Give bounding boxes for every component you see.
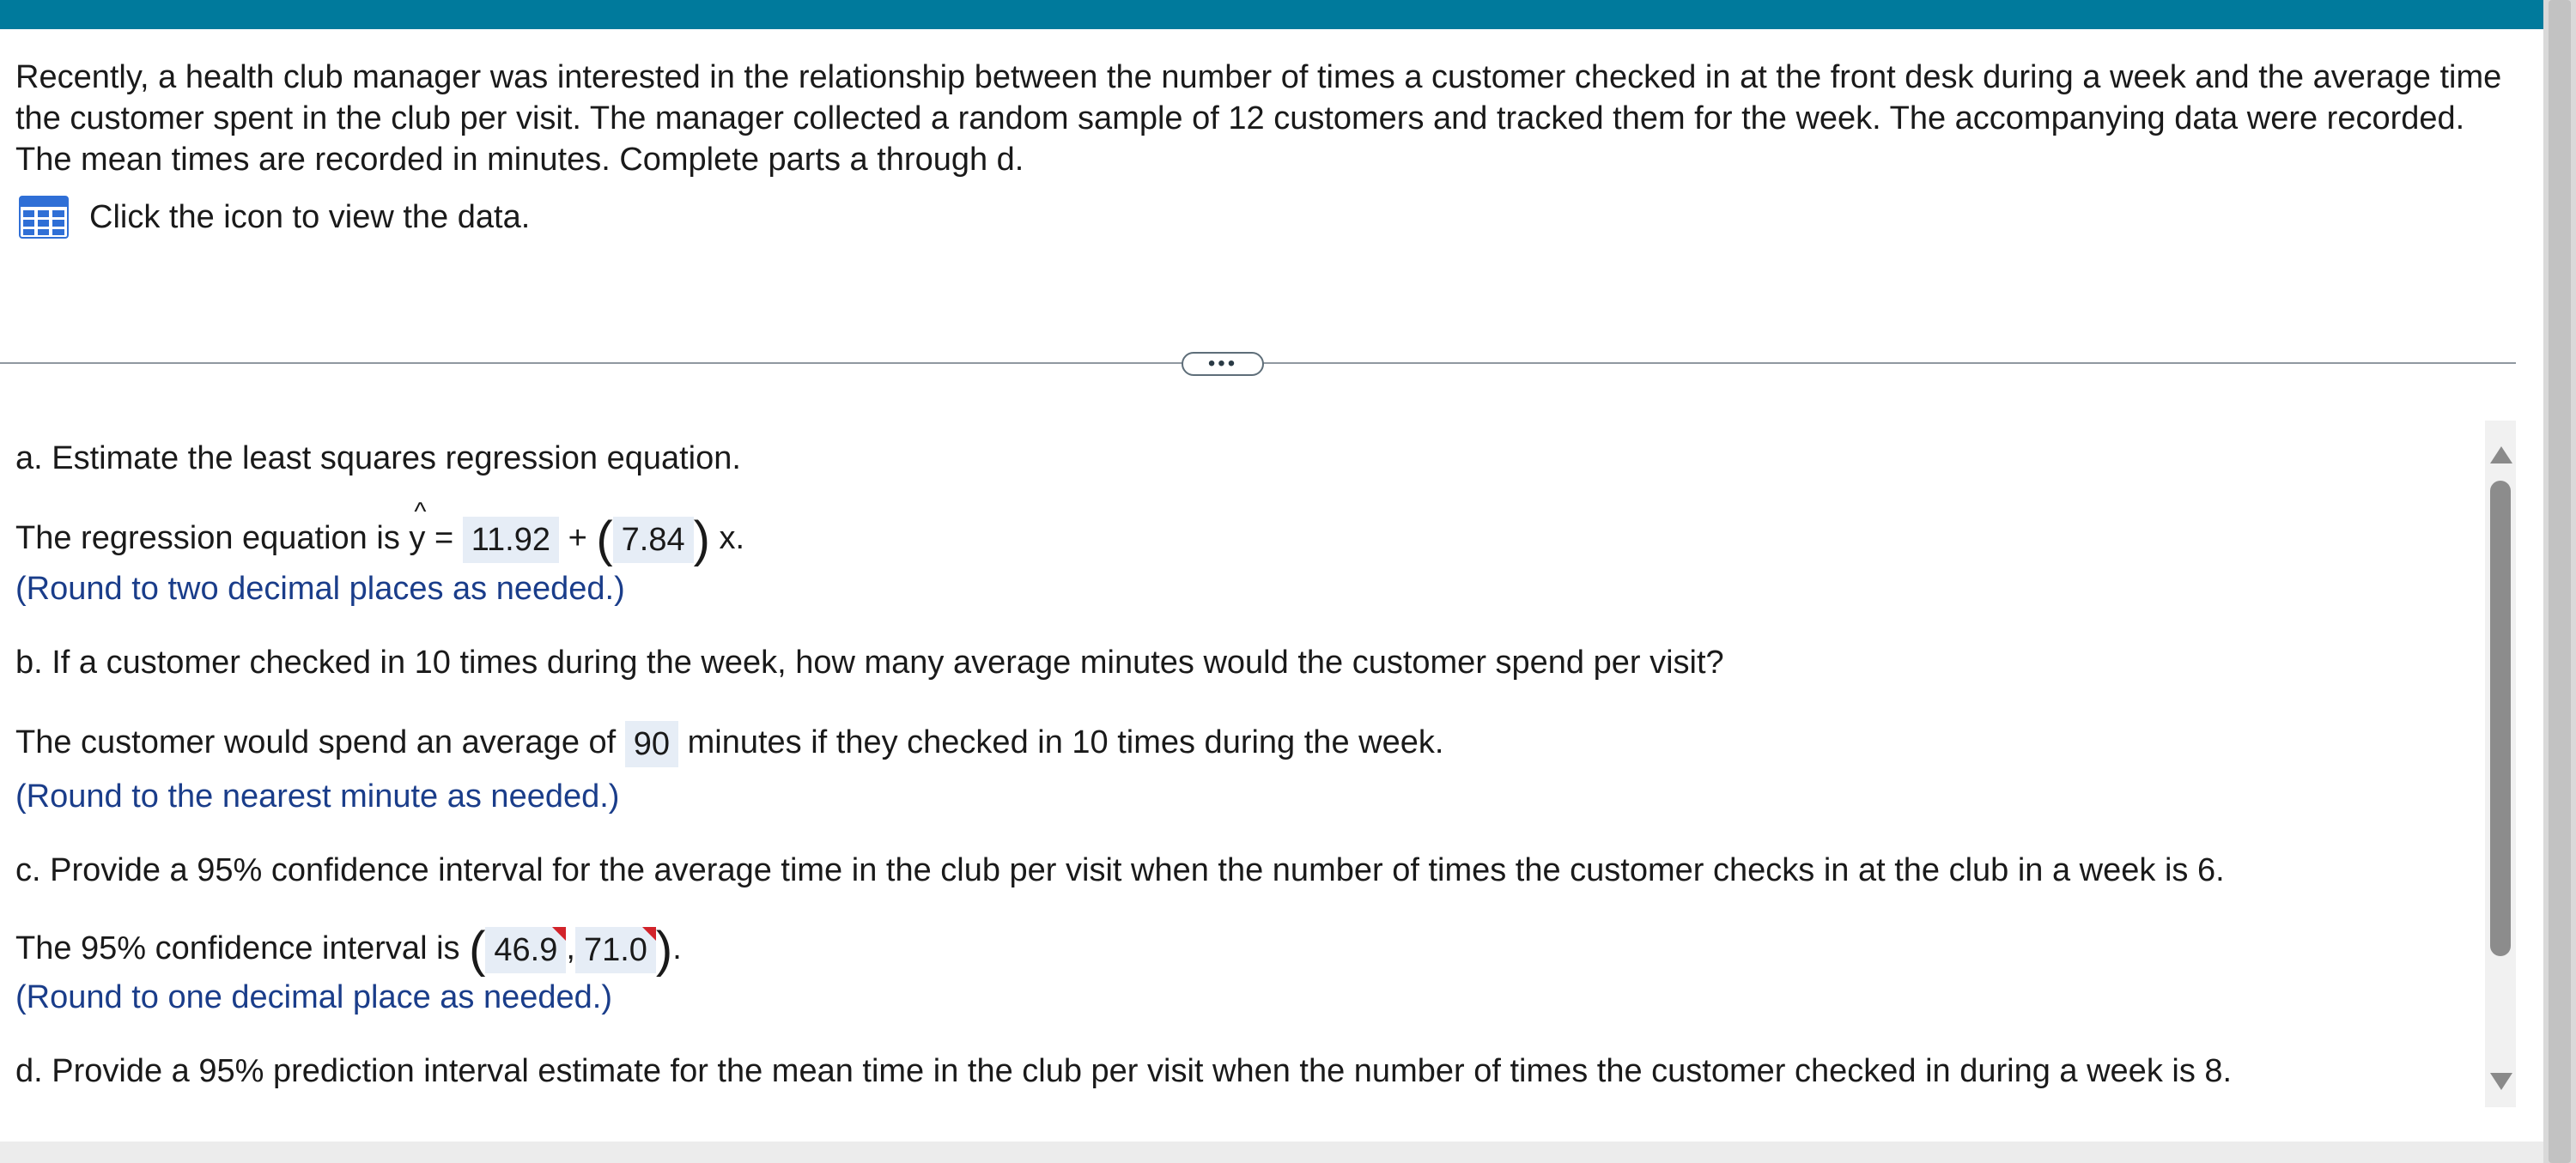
part-d-question: d. Provide a 95% prediction interval estimate for the mean time in the club per visit when the number of times the customer checked in during a week is 8. bbox=[15, 1053, 2233, 1089]
part-b-hint: (Round to the nearest minute as needed.) bbox=[15, 778, 620, 815]
comma: , bbox=[566, 930, 575, 967]
close-paren: ) bbox=[655, 922, 673, 978]
slope-answer-box[interactable]: 7.84 bbox=[613, 517, 694, 563]
part-c-answer-line bbox=[15, 922, 682, 978]
part-a-prefix: The regression equation is bbox=[15, 520, 400, 557]
content-scrollbar-thumb[interactable] bbox=[2490, 481, 2511, 956]
part-a-answer-line bbox=[15, 512, 745, 567]
expand-more-button[interactable]: ••• bbox=[1182, 352, 1264, 376]
top-banner bbox=[0, 0, 2543, 29]
part-a-question: a. Estimate the least squares regression equation. bbox=[15, 440, 741, 476]
period: . bbox=[672, 930, 682, 967]
bottom-strip bbox=[0, 1142, 2543, 1163]
x-variable: x. bbox=[719, 520, 745, 557]
ci-upper-answer-box[interactable]: 71.0 bbox=[575, 927, 656, 973]
part-c-hint: (Round to one decimal place as needed.) bbox=[15, 979, 613, 1015]
part-c-prefix: The 95% confidence interval is bbox=[15, 930, 460, 967]
intercept-answer-box[interactable]: 11.92 bbox=[463, 517, 559, 563]
content-scrollbar[interactable] bbox=[2485, 421, 2516, 1107]
page-scrollbar-thumb[interactable] bbox=[2549, 0, 2571, 1163]
scroll-up-arrow-icon[interactable] bbox=[2490, 446, 2512, 463]
problem-intro: Recently, a health club manager was interested in the relationship between the number of times a customer checked in at the front desk during a week and the average time the customer spent in the club per visit. The manager collected a random sample of 12 customers and tracked them for the week. The accompanying data were recorded. The mean times are recorded in minutes. Complete parts a through d. bbox=[15, 59, 2502, 178]
y-hat-symbol: ^ y bbox=[409, 518, 425, 559]
ci-lower-answer-box[interactable]: 46.9 bbox=[485, 927, 566, 973]
part-b-answer-line bbox=[15, 721, 1443, 767]
view-data-label: Click the icon to view the data. bbox=[89, 198, 531, 235]
part-b-suffix: minutes if they checked in 10 times during the week. bbox=[687, 724, 1444, 761]
question-content bbox=[0, 412, 2490, 1133]
page-scrollbar[interactable] bbox=[2543, 0, 2576, 1163]
view-data-link[interactable] bbox=[19, 196, 530, 239]
part-b-prefix: The customer would spend an average of bbox=[15, 724, 617, 761]
close-paren: ) bbox=[693, 512, 710, 567]
equals-sign: = bbox=[434, 520, 454, 557]
table-grid-icon[interactable] bbox=[19, 196, 69, 239]
plus-sign: + bbox=[568, 520, 587, 557]
open-paren: ( bbox=[469, 922, 486, 978]
part-a-hint: (Round to two decimal places as needed.) bbox=[15, 571, 625, 607]
part-b-question: b. If a customer checked in 10 times during the week, how many average minutes would the customer spend per visit? bbox=[15, 645, 1724, 681]
scroll-down-arrow-icon[interactable] bbox=[2490, 1073, 2512, 1090]
minutes-answer-box[interactable]: 90 bbox=[625, 721, 678, 767]
part-c-question: c. Provide a 95% confidence interval for the average time in the club per visit when the number of times the customer checks in at the club in a week is 6. bbox=[15, 852, 2225, 888]
open-paren: ( bbox=[596, 512, 613, 567]
